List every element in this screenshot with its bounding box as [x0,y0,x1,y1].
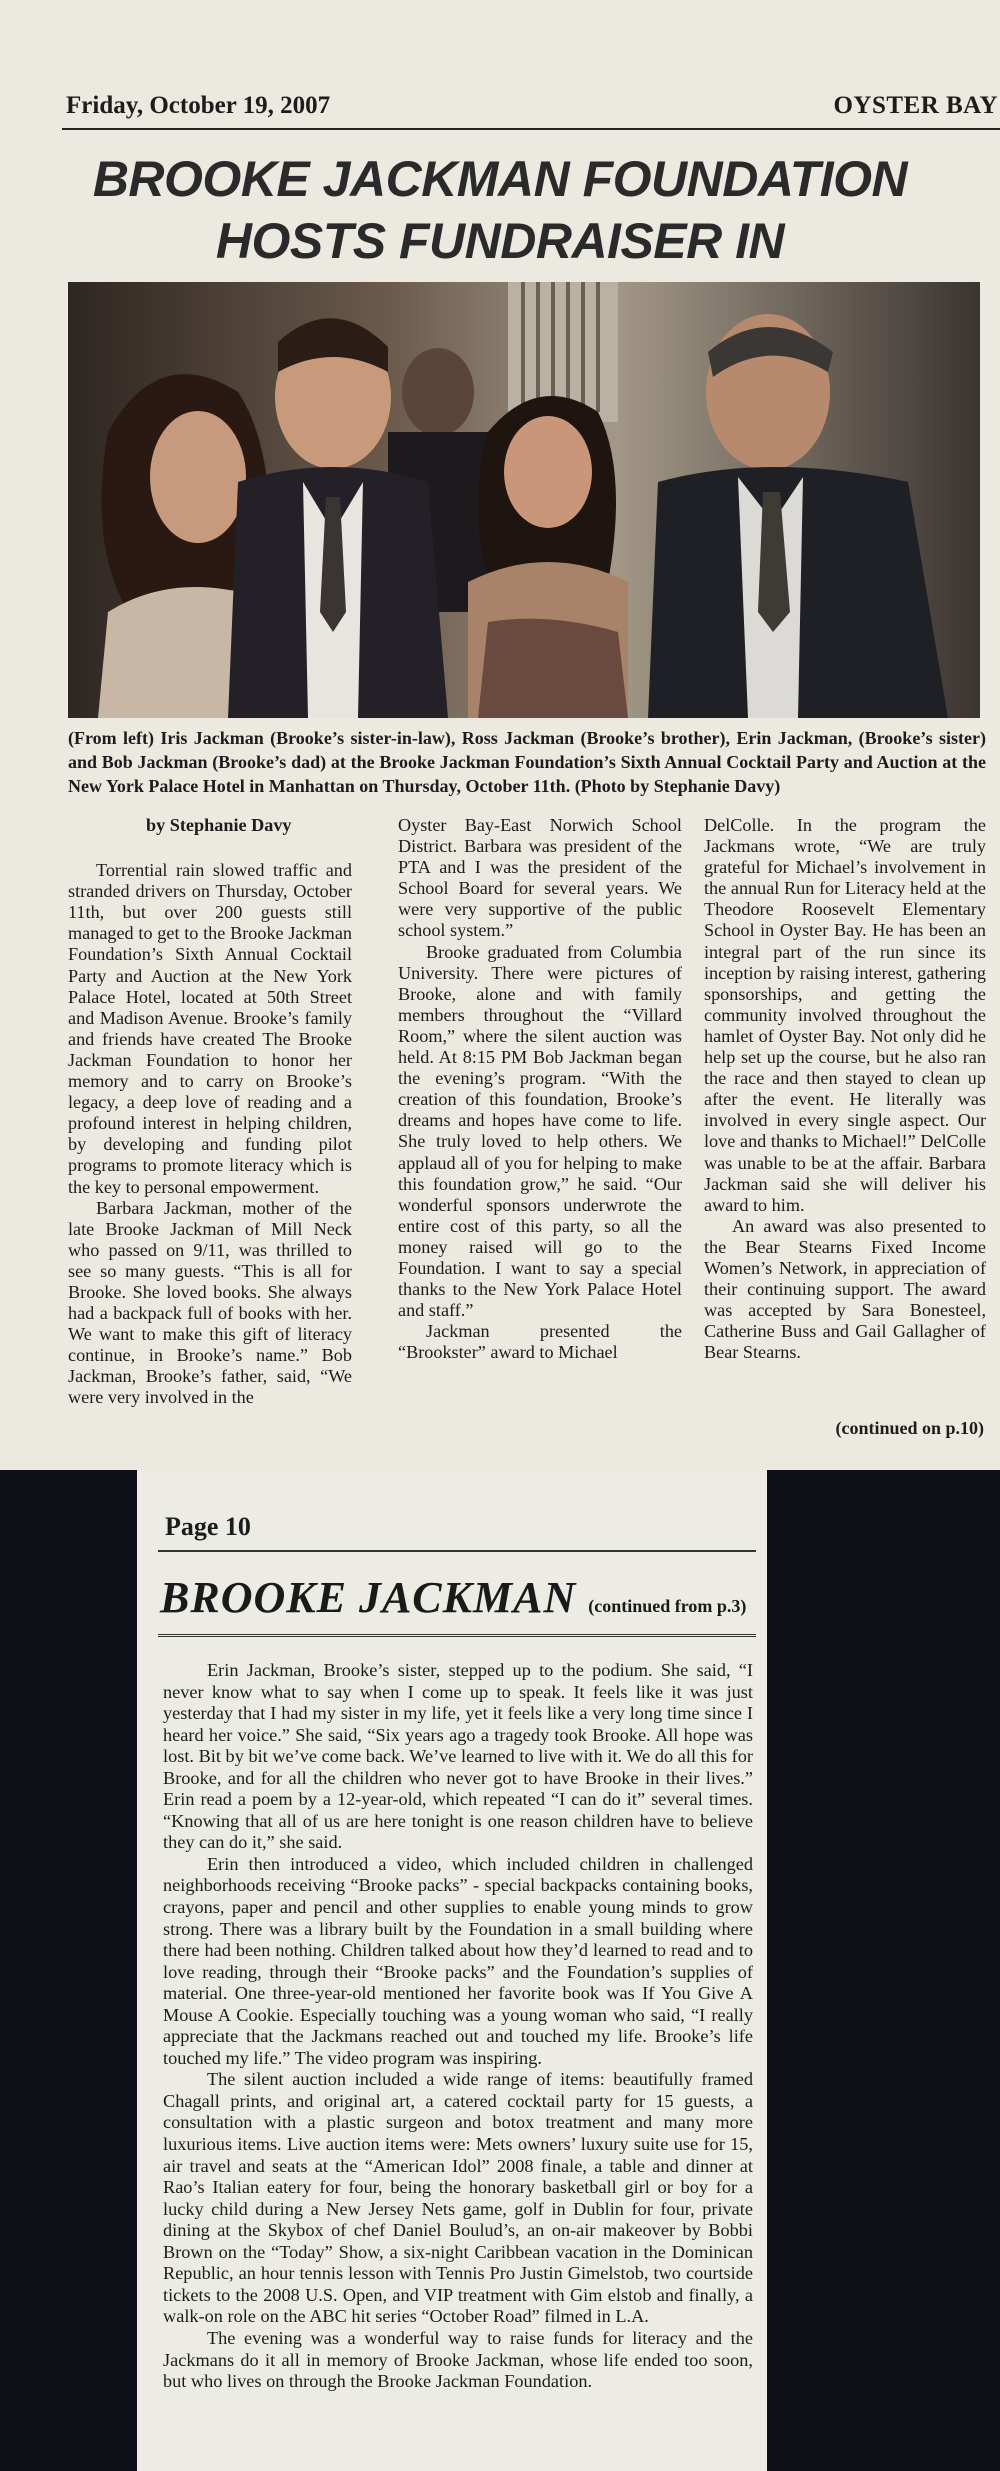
photo-caption: (From left) Iris Jackman (Brooke’s sister-in-law), Ross Jackman (Brooke’s brother), Erin Jackman, (Brooke’s sister) and Bob Jackman (Brooke’s dad) at the Brooke Jackman Foundation’s Sixth Annual Cocktail Party and Auction at the New York Palace Hotel in Manhattan on Thursday, October 11th. (Photo by Stephanie Davy) [68,728,986,796]
continued-headline [160,1572,746,1623]
paragraph: Jackman presented the “Brookster” award to Michael [398,1321,682,1363]
dateline: Friday, October 19, 2007 [66,92,331,119]
page-number: Page 10 [165,1512,251,1541]
paragraph: Oyster Bay-East Norwich School District. Barbara was president of the PTA and I was the president of the School Board for several years. We were very supportive of the public school system.” [398,815,682,941]
event-photo-image [68,282,980,718]
paragraph: Brooke graduated from Columbia University. There were pictures of Brooke, alone and with family members throughout the “Villard Room,” where the silent auction was held. At 8:15 PM Bob Jackman began the evening’s program. “With the creation of this foundation, Brooke’s dreams and hopes have come to life. She truly loved to help others. We applaud all of you for helping to make this foundation grow,” he said. “Our wonderful sponsors underwrote the entire cost of this party, so all the money raised will go to the Foundation. I want to say a special thanks to the New York Palace Hotel and staff.” [398,941,682,1321]
paragraph: An award was also presented to the Bear Stearns Fixed Income Women’s Network, in appreciation of their continuing support. The award was accepted by Sara Bonesteel, Catherine Buss and Gail Gallagher of Bear Stearns. [704,1215,986,1363]
event-photo [68,282,980,718]
headline-text: BROOKE JACKMAN [160,1573,577,1622]
header-rule [62,128,1000,130]
paragraph: The silent auction included a wide range of items: beautifully framed Chagall prints, and original art, a catered cocktail party for 15 guests, a consultation with a plastic surgeon and botox treatment and many more luxurious items. Live auction items were: Mets owners’ luxury suite use for 15, air travel and seats at the “American Idol” 2008 finale, a table and dinner at Rao’s Italian eatery for four, being the honorary basketball girl or boy for a lucky child during a New Jersey Nets game, golf in Dublin for four, private dining at the Skybox of chef Daniel Boulud’s, an on-air makeover by Bobbi Brown on the “Today” Show, a six-night Caribbean vacation in the Dominican Republic, an hour tennis lesson with Tennis Pro Justin Gimelstob, two courtside tickets to the 2008 U.S. Open, and VIP treatment with Gim elstob and finally, a walk-on role on the ABC hit series “October Road” filmed in L.A. [163,2069,753,2327]
continued-from-note: (continued from p.3) [588,1596,747,1616]
section-name: OYSTER BAY [833,92,998,119]
paragraph: Barbara Jackman, mother of the late Brooke Jackman of Mill Neck who passed on 9/11, was thrilled to see so many guests. “This is all for Brooke. She loved books. She always had a backpack full of books with her. We want to make this gift of literacy continue, in Brooke’s name.” Bob Jackman, Brooke’s father, said, “We were very involved in the [68,1197,352,1408]
paragraph: DelColle. In the program the Jackmans wrote, “We are truly grateful for Michael’s involvement in the annual Run for Literacy held at the Theodore Roosevelt Elementary School in Oyster Bay. He has been an integral part of the run since its inception by raising interest, gathering sponsorships, and getting the community involved throughout the hamlet of Oyster Bay. Not only did he help set up the course, but he also ran the race and then stayed to clean up after the event. He literally was involved in every single aspect. Our love and thanks to Michael!” DelColle was unable to be at the affair. Barbara Jackman said she will deliver his award to him. [704,815,986,1215]
article-column-3 [704,815,986,1363]
article-continuation [163,1660,753,2393]
article-column-2 [398,815,682,1363]
article-column-1 [68,815,352,1409]
headline-rule [158,1634,756,1637]
byline: by Stephanie Davy [146,815,292,835]
paragraph: Erin Jackman, Brooke’s sister, stepped up to the podium. She said, “I never know what to say when I come up to speak. It feels like it was just yesterday that I had my sister in my life, yet it feels like a very long time since I heard her voice.” She said, “Six years ago a tragedy took Brooke. All hope was lost. Bit by bit we’ve come back. We’ve learned to live with it. We do all this for Brooke, and for all the children who never got to have Brooke in their lives.” Erin read a poem by a 12-year-old, which repeated “I can do it” several times. “Knowing that all of us are here tonight is one reason children have to believe they can do it,” she said. [163,1660,753,1853]
continued-note: (continued on p.10) [835,1418,984,1438]
headline: BROOKE JACKMAN FOUNDATION HOSTS FUNDRAISER IN [92,151,908,269]
paragraph: Erin then introduced a video, which included children in challenged neighborhoods receiving “Brooke packs” - special backpacks containing books, crayons, paper and pencil and other supplies to enable young minds to grow strong. There was a library built by the Foundation in a small building where there had been nothing. Children talked about how they’d learned to read and to love reading, through their “Brooke packs” and the Foundation’s supplies of material. One three-year-old mentioned her favorite book was If You Give A Mouse A Cookie. Especially touching was a young woman who said, “I really appreciate that the Jackmans reached out and touched my life. Brooke’s life touched my life.” The video program was inspiring. [163,1853,753,2068]
paragraph: Torrential rain slowed traffic and stranded drivers on Thursday, October 11th, but over 200 guests still managed to get to the Brooke Jackman Foundation’s Sixth Annual Cocktail Party and Auction at the New York Palace Hotel, located at 50th Street and Madison Avenue. Brooke’s family and friends have created The Brooke Jackman Foundation to honor her memory and to carry on Brooke’s legacy, a deep love of reading and a profound interest in helping children, by developing and funding pilot programs to promote literacy which is the key to personal empowerment. [68,860,352,1197]
paragraph: The evening was a wonderful way to raise funds for literacy and the Jackmans do it all in memory of Brooke Jackman, whose life ended too soon, but who lives on through the Brooke Jackman Foundation. [163,2327,753,2392]
header-rule [158,1550,756,1552]
